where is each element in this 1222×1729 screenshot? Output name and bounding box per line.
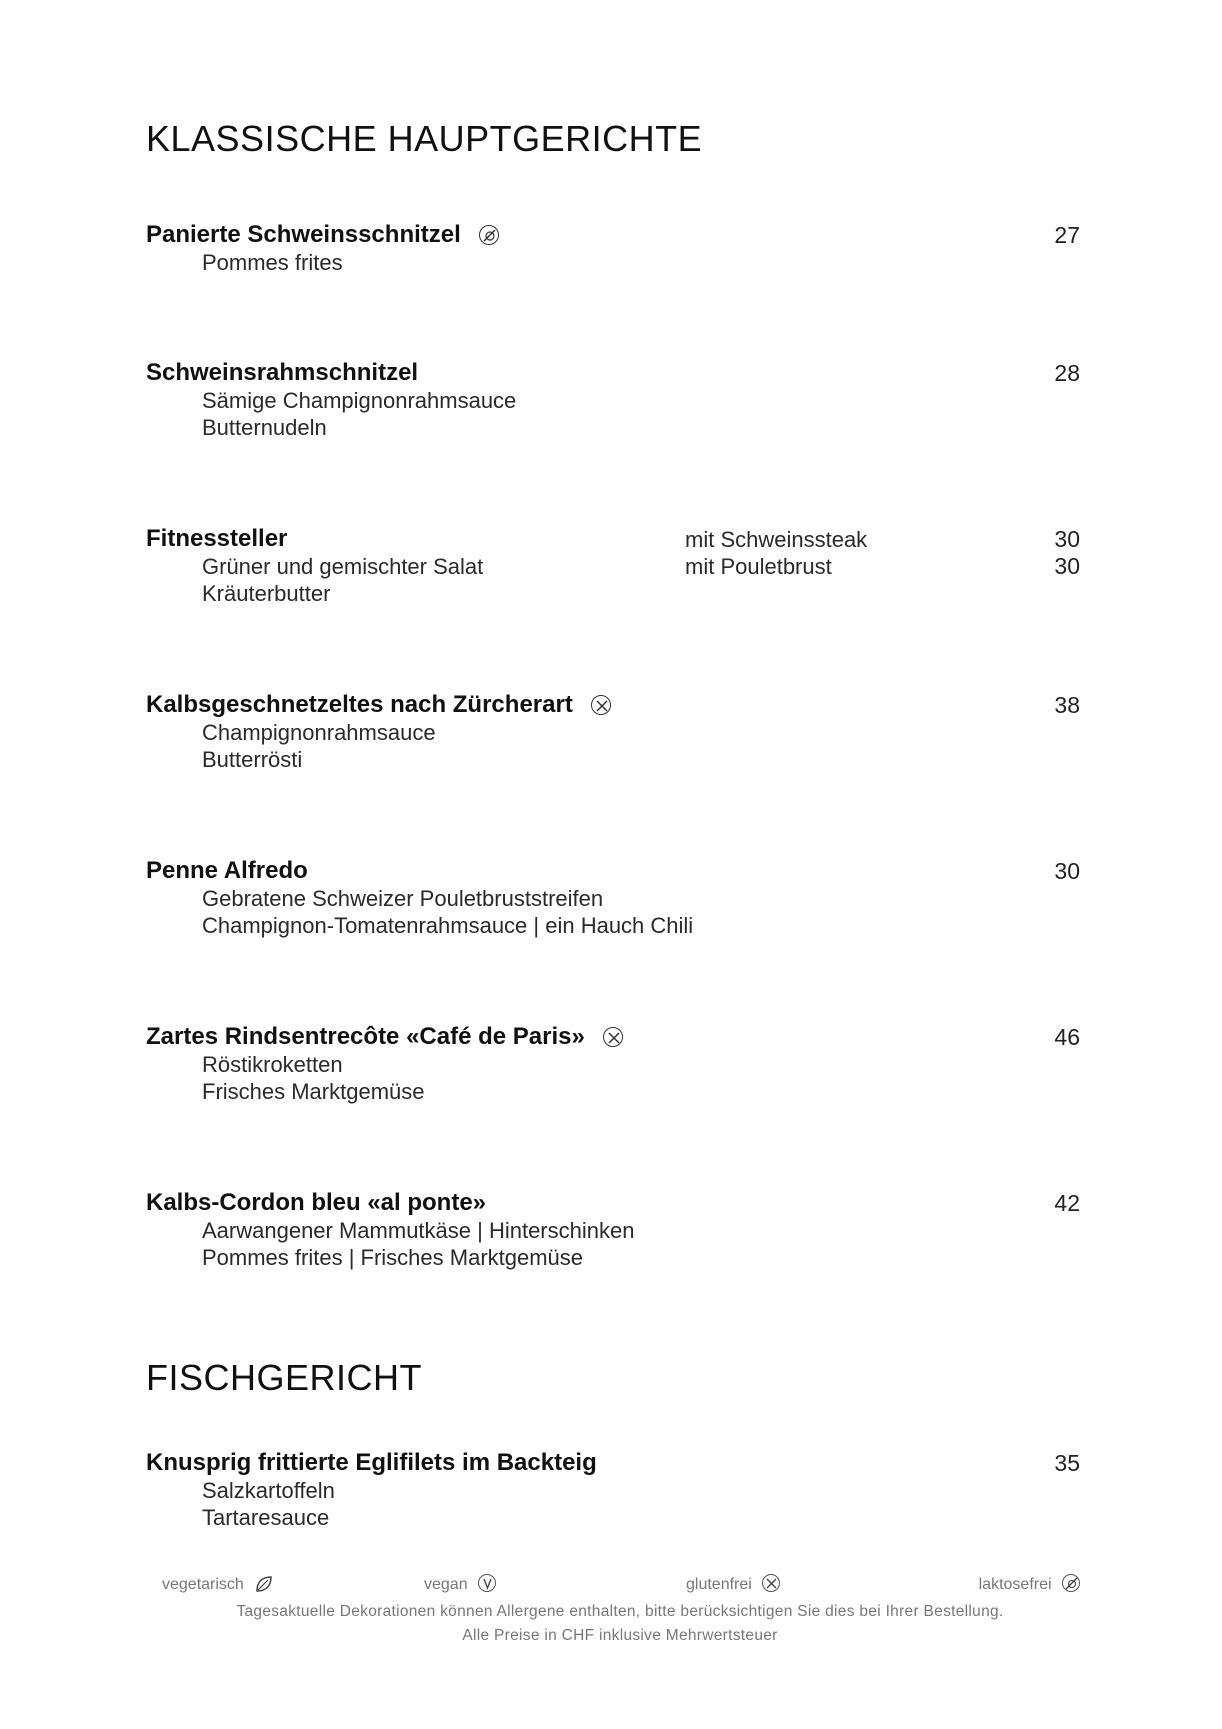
dish-price: 35 [1054, 1450, 1080, 1476]
section-title: FISCHGERICHT [146, 1357, 422, 1398]
dish-name: Schweinsrahmschnitzel [146, 359, 419, 386]
dish-option: mit Pouletbrust [685, 554, 832, 579]
dish-option-price: 30 [1054, 553, 1080, 579]
price-note: Alle Preise in CHF inklusive Mehrwertsteuer [462, 1627, 778, 1644]
dish-option: mit Schweinssteak [685, 527, 868, 552]
dish-description: Butternudeln [202, 415, 327, 440]
dish-item [146, 1189, 1080, 1271]
dish-item [146, 221, 1080, 276]
dish-description: Salzkartoffeln [202, 1478, 335, 1503]
dish-item [146, 1449, 1080, 1531]
laktosefrei-icon [1062, 1574, 1080, 1592]
glutenfrei-icon [762, 1574, 780, 1592]
legend-item-vegan [424, 1574, 496, 1594]
legend-label: vegetarisch [162, 1576, 244, 1593]
dish-name: Kalbsgeschnetzeltes nach Zürcherart [146, 691, 573, 718]
dish-description: Gebratene Schweizer Pouletbruststreifen [202, 886, 604, 911]
dish-name: Fitnessteller [146, 525, 288, 552]
dish-description: Champignonrahmsauce [202, 720, 436, 745]
dish-price: 38 [1054, 692, 1080, 718]
legend-label: glutenfrei [686, 1576, 752, 1593]
dish-item [146, 691, 1080, 773]
dish-item [146, 525, 1080, 607]
glutenfrei-icon [603, 1027, 623, 1047]
legend-item-glutenfrei [686, 1574, 780, 1594]
dish-item [146, 857, 1080, 939]
dish-description: Champignon-Tomatenrahmsauce | ein Hauch Chili [202, 913, 694, 938]
dish-price: 30 [1054, 858, 1080, 884]
laktosefrei-icon [479, 225, 499, 245]
dish-price: 46 [1054, 1024, 1080, 1050]
glutenfrei-icon [591, 695, 611, 715]
dish-description: Aarwangener Mammutkäse | Hinterschinken [202, 1218, 635, 1243]
leaf-icon [254, 1574, 272, 1592]
dish-description: Grüner und gemischter Salat [202, 554, 484, 579]
dish-name: Kalbs-Cordon bleu «al ponte» [146, 1189, 487, 1216]
allergen-note: Tagesaktuelle Dekorationen können Allergene enthalten, bitte berücksichtigen Sie dies bei Ihrer Bestellung. [236, 1603, 1004, 1620]
dish-description: Frisches Marktgemüse [202, 1079, 425, 1104]
legend-item-laktosefrei [979, 1574, 1080, 1594]
dish-description: Kräuterbutter [202, 581, 331, 606]
dish-description: Tartaresauce [202, 1505, 330, 1530]
dish-description: Butterrösti [202, 747, 303, 772]
dish-description: Pommes frites | Frisches Marktgemüse [202, 1245, 584, 1270]
vegan-v-icon [478, 1574, 496, 1592]
dish-name: Zartes Rindsentrecôte «Café de Paris» [146, 1023, 585, 1050]
dish-item [146, 1023, 1080, 1105]
legend-label: laktosefrei [978, 1576, 1052, 1593]
dish-name: Panierte Schweinsschnitzel [146, 221, 461, 248]
legend [160, 1574, 1080, 1600]
dish-price: 42 [1054, 1190, 1080, 1216]
dish-price: 27 [1054, 222, 1080, 248]
footer [160, 1574, 1080, 1648]
dish-name: Penne Alfredo [146, 857, 308, 884]
dish-option-price: 30 [1054, 526, 1080, 552]
dish-price: 28 [1054, 360, 1080, 386]
dish-item [146, 359, 1080, 441]
legend-item-vegetarisch [162, 1574, 272, 1594]
dish-description: Sämige Champignonrahmsauce [202, 388, 517, 413]
dish-description: Pommes frites [202, 250, 343, 275]
section-title: KLASSISCHE HAUPTGERICHTE [146, 118, 703, 159]
legend-label: vegan [424, 1576, 468, 1593]
dish-name: Knusprig frittierte Eglifilets im Backteig [146, 1449, 597, 1476]
dish-description: Röstikroketten [202, 1052, 343, 1077]
